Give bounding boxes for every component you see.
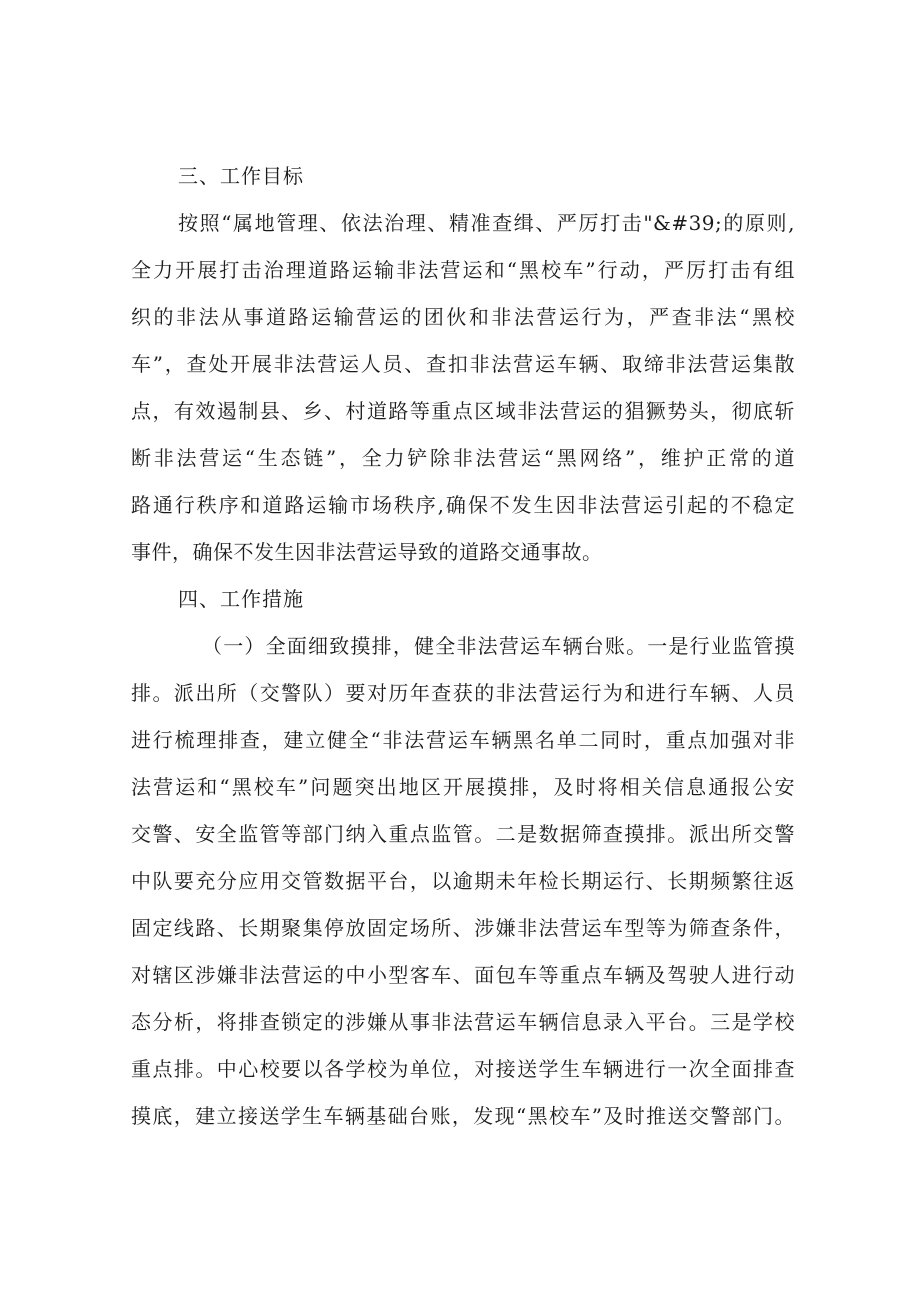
paragraph-line: 路通行秩序和道路运输市场秩序,确保不发生因非法营运引起的不稳定 — [131, 493, 795, 517]
paragraph-line: 固定线路、长期聚集停放固定场所、涉嫌非法营运车型等为筛查条件， — [131, 916, 795, 940]
paragraph-line: 点，有效遏制县、乡、村道路等重点区域非法营运的猖獗势头，彻底斩 — [131, 399, 795, 423]
paragraph-line: 中队要充分应用交管数据平台，以逾期未年检长期运行、长期频繁往返 — [131, 869, 795, 893]
paragraph-line: 态分析，将排查锁定的涉嫌从事非法营运车辆信息录入平台。三是学校 — [131, 1010, 795, 1034]
paragraph-line: 进行梳理排查，建立健全“非法营运车辆黑名单二同时，重点加强对非 — [131, 728, 795, 752]
paragraph-line: 断非法营运“生态链”，全力铲除非法营运“黑网络”，维护正常的道 — [131, 446, 795, 470]
section-heading-goals: 三、工作目标 — [178, 164, 304, 188]
paragraph-line: 事件，确保不发生因非法营运导致的道路交通事故。 — [131, 540, 603, 564]
paragraph-line: 摸底，建立接送学生车辆基础台账，发现“黑校车”及时推送交警部门。 — [131, 1104, 795, 1128]
section-heading-measures: 四、工作措施 — [178, 587, 304, 611]
paragraph-line: 重点排。中心校要以各学校为单位，对接送学生车辆进行一次全面排查 — [131, 1057, 795, 1081]
paragraph-line: 全力开展打击治理道路运输非法营运和“黑校车”行动，严厉打击有组 — [131, 258, 795, 282]
paragraph-line: 交警、安全监管等部门纳入重点监管。二是数据筛查摸排。派出所交警 — [131, 822, 795, 846]
paragraph-line: 排。派出所（交警队）要对历年查获的非法营运行为和进行车辆、人员 — [131, 681, 795, 705]
paragraph-line: 织的非法从事道路运输营运的团伙和非法营运行为，严查非法“黑校 — [131, 305, 795, 329]
paragraph-line: 对辖区涉嫌非法营运的中小型客车、面包车等重点车辆及驾驶人进行动 — [131, 963, 795, 987]
paragraph-line: （一）全面细致摸排，健全非法营运车辆台账。一是行业监管摸 — [202, 634, 795, 658]
paragraph-line: 法营运和“黑校车”问题突出地区开展摸排，及时将相关信息通报公安 — [131, 775, 795, 799]
paragraph-line: 按照“属地管理、依法治理、精准查缉、严厉打击"&#39;的原则, — [178, 211, 795, 235]
paragraph-line: 车”，查处开展非法营运人员、查扣非法营运车辆、取缔非法营运集散 — [131, 352, 795, 376]
